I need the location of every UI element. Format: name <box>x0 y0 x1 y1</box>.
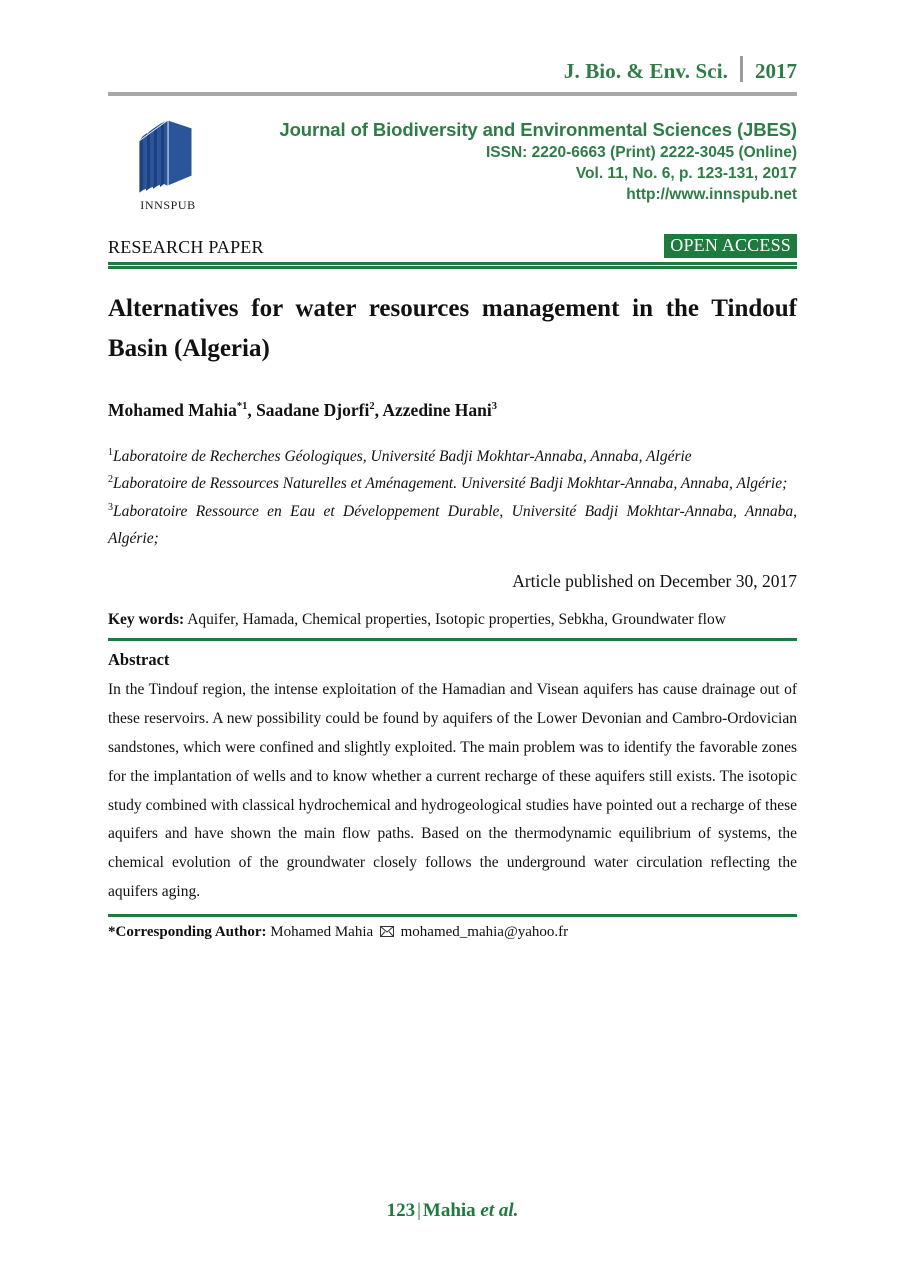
page-footer <box>0 1200 905 1222</box>
affiliation-item <box>108 470 797 498</box>
open-book-pages-icon <box>130 114 206 196</box>
paper-type-bar <box>108 234 797 258</box>
running-head-journal: J. Bio. & Env. Sci. <box>563 59 728 83</box>
publisher-name: INNSPUB <box>140 198 196 212</box>
author-list <box>108 400 797 421</box>
journal-volume: Vol. 11, No. 6, p. 123-131, 2017 <box>575 164 797 182</box>
envelope-icon <box>380 925 394 942</box>
corresponding-author-name: Mohamed Mahia <box>270 923 374 940</box>
page-title: Alternatives for water resources management in the Tindouf Basin (Algeria) <box>108 294 797 363</box>
author-names: Mohamed Mahia$^{*1}$, Saadane Djorfi$^2$, Azzedine Hani$^3$ <box>108 399 497 420</box>
footer-et-al: et al. <box>480 1200 519 1221</box>
affiliation-item <box>108 443 797 471</box>
paper-type-label: RESEARCH PAPER <box>108 236 264 257</box>
corresponding-author-email[interactable]: mohamed_mahia@yahoo.fr <box>400 923 569 940</box>
affiliation-text: Laboratoire Ressource en Eau et Développement Durable, Université Badji Mokhtar-Annaba, Annaba, Algérie; <box>108 502 797 548</box>
open-access-badge: OPEN ACCESS <box>664 234 797 258</box>
keywords-value: Aquifer, Hamada, Chemical properties, Isotopic properties, Sebkha, Groundwater flow <box>187 611 726 628</box>
affiliation-marker: 1 <box>108 446 113 458</box>
affiliation-marker: 2 <box>108 474 113 486</box>
masthead <box>108 110 797 222</box>
publication-date: Article published on December 30, 2017 <box>512 571 797 591</box>
footer-separator: | <box>417 1200 421 1221</box>
journal-title: Journal of Biodiversity and Environmental Sciences (JBES) <box>279 119 797 140</box>
abstract-rule <box>108 914 797 917</box>
publisher-logo <box>108 110 228 213</box>
running-head-divider <box>740 56 743 82</box>
journal-issn: ISSN: 2220-6663 (Print) 2222-3045 (Online) <box>486 143 797 161</box>
running-head <box>108 0 797 86</box>
header-rule <box>108 92 797 96</box>
footer-page-number: 123 <box>386 1200 416 1221</box>
affiliation-item <box>108 498 797 553</box>
affiliation-text: Laboratoire de Ressources Naturelles et Aménagement. Université Badji Mokhtar-Annaba, Annaba, Algérie; <box>113 475 788 493</box>
affiliation-text: Laboratoire de Recherches Géologiques, Université Badji Mokhtar-Annaba, Annaba, Algérie <box>113 447 692 465</box>
corresponding-author <box>108 924 797 941</box>
abstract-body: In the Tindouf region, the intense exploitation of the Hamadian and Visean aquifers has cause drainage out of these reservoirs. A new possibility could be found by aquifers of the Lower Devonian and Cambro-Ordovician sandstones, which were confined and slightly exploited. The main problem was to identify the favorable zones for the implantation of wells and to know whether a current recharge of these aquifers still exists. The isotopic study combined with classical hydrochemical and hydrogeological studies have pointed out a recharge of these aquifers and have shown the main flow paths. Based on the thermodynamic equilibrium of systems, the chemical evolution of the groundwater closely follows the underground water circulation reflecting the aquifers aging. <box>108 681 797 901</box>
keywords-line <box>108 608 797 631</box>
masthead-text <box>228 110 797 206</box>
journal-url[interactable]: http://www.innspub.net <box>626 185 797 203</box>
keywords-rule <box>108 638 797 641</box>
corresponding-author-label: *Corresponding Author: <box>108 923 267 940</box>
abstract-heading: Abstract <box>108 650 170 670</box>
running-head-year: 2017 <box>755 59 797 83</box>
keywords-label: Key words: <box>108 611 185 628</box>
affiliation-list <box>108 443 797 553</box>
footer-author: Mahia <box>422 1200 476 1221</box>
paper-bar-rule <box>108 262 797 269</box>
affiliation-marker: 3 <box>108 501 113 513</box>
